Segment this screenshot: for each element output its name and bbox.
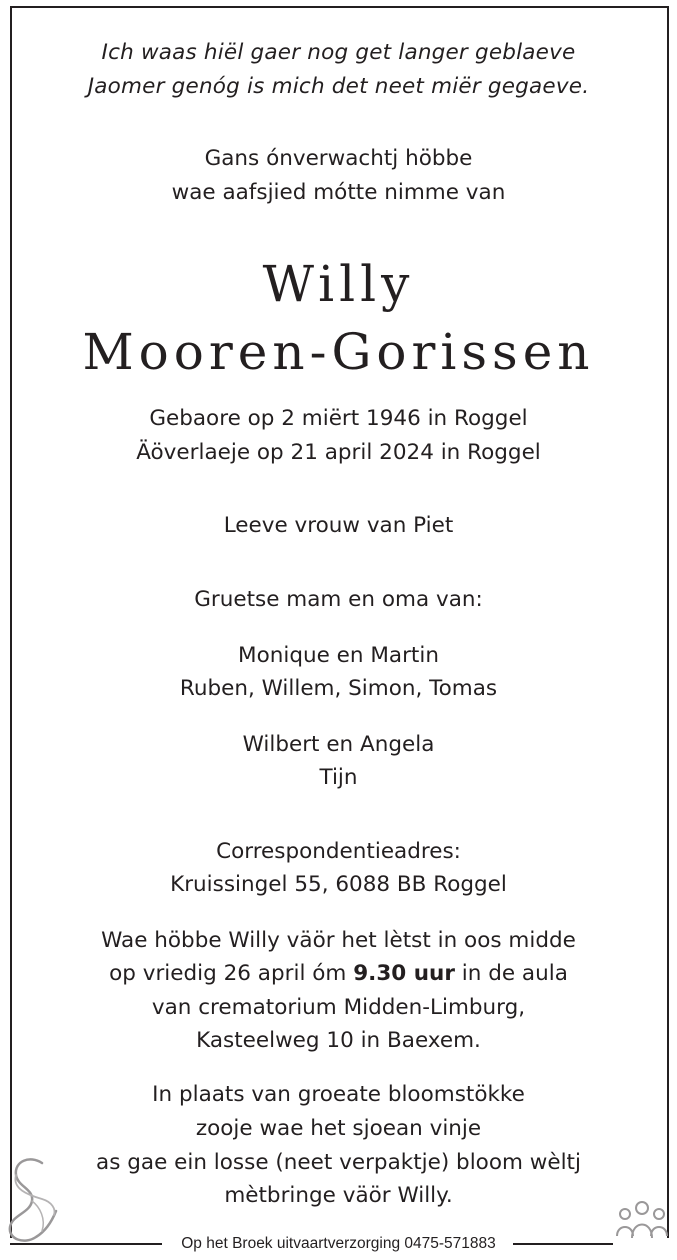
ampersand-logo-icon [2, 1155, 64, 1245]
deceased-first-name: Willy [262, 255, 415, 313]
flowers-line-1: In plaats van groeate bloomstökke [152, 1082, 525, 1107]
footer-text: Op het Broek uitvaartverzorging 0475-571883 [175, 1235, 502, 1252]
farewell-line-4: Kasteelweg 10 in Baexem. [196, 1028, 481, 1053]
farewell-line-2-pre: op vriedig 26 april óm [109, 961, 354, 986]
flowers-line-2: zooje wae het sjoean vinje [195, 1116, 482, 1141]
deceased-last-name: Mooren-Gorissen [82, 323, 595, 381]
intro-line-1: Gans ónverwachtj höbbe [204, 146, 473, 171]
flowers-line-4: mètbringe väör Willy. [224, 1183, 453, 1208]
footer-undertaker [0, 1235, 677, 1253]
farewell-line-3: van crematorium Midden-Limburg, [151, 995, 526, 1020]
farewell-time: 9.30 uur [353, 961, 455, 986]
farewell-line-2 [0, 961, 677, 986]
family-group-2-line-1: Wilbert en Angela [242, 732, 435, 757]
poem-line-2: Jaomer genóg is mich det neet miër gegaeve. [87, 74, 590, 99]
correspondence-label: Correspondentieadres: [216, 839, 461, 864]
spouse-line: Leeve vrouw van Piet [223, 513, 454, 538]
birth-line: Gebaore op 2 miërt 1946 in Roggel [149, 406, 528, 431]
death-line: Äöverlaeje op 21 april 2024 in Roggel [136, 440, 541, 465]
poem-line-1: Ich waas hiël gaer nog get langer geblaeve [101, 40, 576, 65]
family-group-1-line-2: Ruben, Willem, Simon, Tomas [179, 676, 498, 701]
family-group-1-line-1: Monique en Martin [238, 643, 439, 668]
family-heading: Gruetse mam en oma van: [194, 587, 483, 612]
people-group-icon [615, 1200, 669, 1242]
intro-line-2: wae aafsjied mótte nimme van [171, 180, 506, 205]
correspondence-address: Kruissingel 55, 6088 BB Roggel [170, 872, 507, 897]
farewell-line-2-post: in de aula [454, 961, 568, 986]
flowers-line-3: as gae ein losse (neet verpaktje) bloom wèltj [96, 1150, 581, 1175]
farewell-line-1: Wae höbbe Willy väör het lètst in oos midde [101, 928, 576, 953]
family-group-2-line-2: Tijn [319, 765, 358, 790]
